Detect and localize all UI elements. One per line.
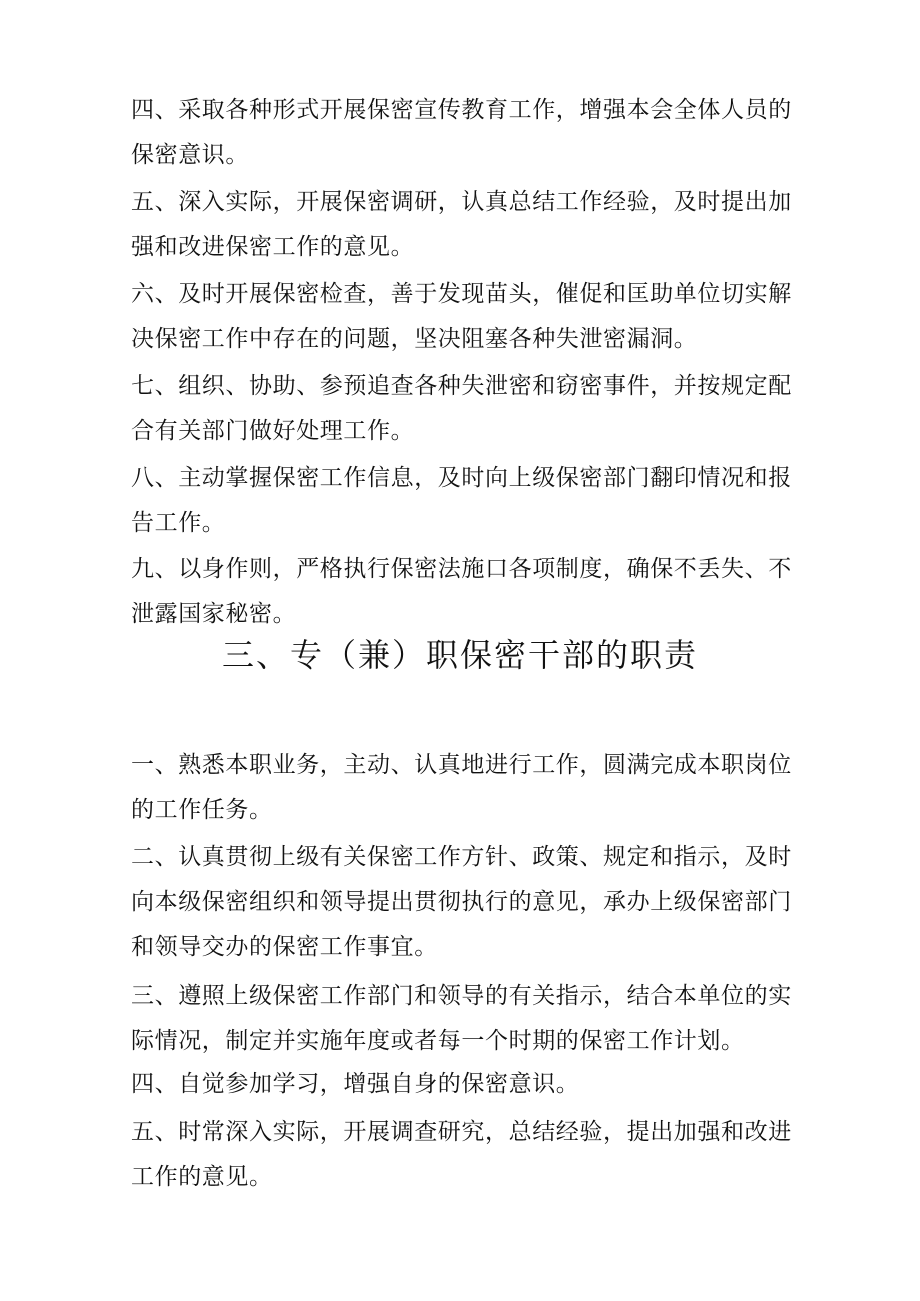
paragraph-item-9: 九、以身作则，严格执行保密法施口各项制度，确保不丢失、不泄露国家秘密。 xyxy=(131,556,792,627)
duty-item-5: 五、时常深入实际，开展调查研究，总结经验，提出加强和改进工作的意见。 xyxy=(131,1119,792,1190)
duty-item-4: 四、自觉参加学习，增强自身的保密意识。 xyxy=(131,1071,580,1097)
paragraph-item-7: 七、组织、协助、参预追查各种失泄密和窃密事件，并按规定配合有关部门做好处理工作。 xyxy=(131,373,792,444)
duty-item-1: 一、熟悉本职业务，主动、认真地进行工作，圆满完成本职岗位的工作任务。 xyxy=(131,752,792,823)
paragraph-item-6: 六、及时开展保密检查，善于发现苗头，催促和匡助单位切实解决保密工作中存在的问题，坚决阻塞各种失泄密漏洞。 xyxy=(131,281,792,352)
section-heading: 三、专（兼）职保密干部的职责 xyxy=(221,636,698,674)
duty-item-2: 二、认真贯彻上级有关保密工作方针、政策、规定和指示，及时向本级保密组织和领导提出贯彻执行的意见，承办上级保密部门和领导交办的保密工作事宜。 xyxy=(131,844,792,960)
duty-item-3: 三、遵照上级保密工作部门和领导的有关指示，结合本单位的实际情况，制定并实施年度或者每一个时期的保密工作计划。 xyxy=(131,983,792,1054)
paragraph-item-8: 八、主动掌握保密工作信息，及时向上级保密部门翻印情况和报告工作。 xyxy=(131,465,792,536)
paragraph-item-5: 五、深入实际，开展保密调研，认真总结工作经验，及时提出加强和改进保密工作的意见。 xyxy=(131,189,792,260)
paragraph-item-4: 四、采取各种形式开展保密宣传教育工作，增强本会全体人员的保密意识。 xyxy=(131,97,792,168)
